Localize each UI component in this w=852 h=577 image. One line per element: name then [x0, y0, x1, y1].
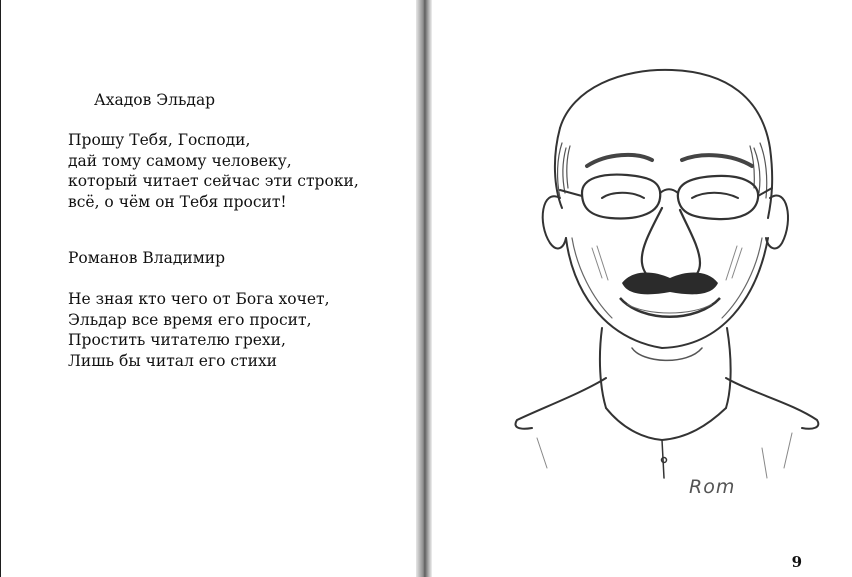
- poem-2: [68, 289, 330, 371]
- poem-author: Ахадов Эльдар: [94, 91, 216, 109]
- left-page: [0, 0, 416, 577]
- artist-signature: Rom: [689, 476, 736, 498]
- poem-1: [68, 130, 359, 212]
- poem-line: Простить читателю грехи,: [68, 331, 286, 349]
- poem-line: Не зная кто чего от Бога хочет,: [68, 290, 330, 308]
- caricature-portrait: [502, 48, 832, 518]
- poem-line: Прошу Тебя, Господи,: [68, 131, 251, 149]
- page-number: 9: [791, 553, 802, 571]
- poem-author: Романов Владимир: [68, 249, 226, 267]
- book-gutter: [416, 0, 432, 577]
- poem-line: Эльдар все время его просит,: [68, 310, 312, 329]
- right-page: [432, 0, 852, 577]
- poem-line: всё, о чём он Тебя просит!: [68, 192, 287, 211]
- poem-line: Лишь бы читал его стихи: [68, 351, 278, 370]
- poem-line: который читает сейчас эти строки,: [68, 172, 359, 190]
- poem-line: дай тому самому человеку,: [68, 151, 292, 170]
